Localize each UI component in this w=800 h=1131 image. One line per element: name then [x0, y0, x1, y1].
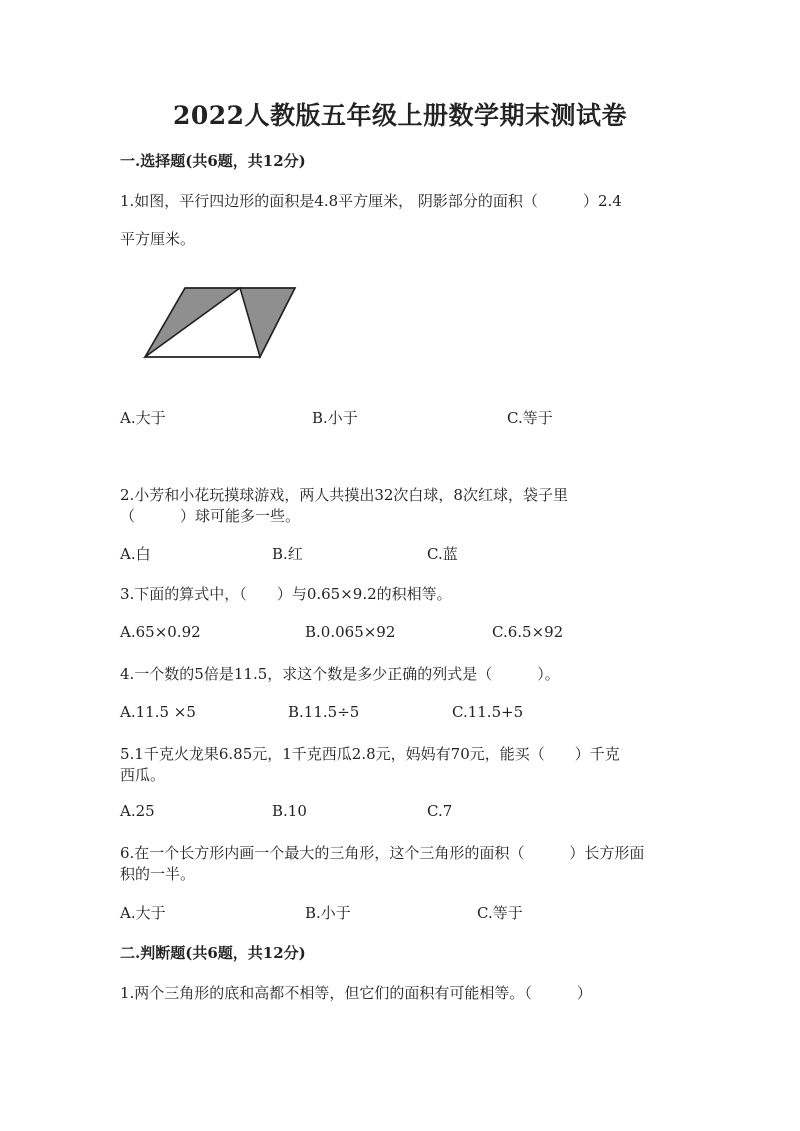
- q4-option-c[interactable]: C.11.5+5: [452, 703, 524, 721]
- question-6-text-cont: 积的一半。: [120, 865, 196, 883]
- question-1-text-cont: 平方厘米。: [120, 230, 196, 248]
- q6-option-b[interactable]: B.小于: [305, 904, 351, 922]
- section-heading-choice: 一.选择题(共6题，共12分): [120, 152, 306, 170]
- section-heading-judgement: 二.判断题(共6题，共12分): [120, 944, 306, 962]
- q5-option-c[interactable]: C.7: [427, 802, 453, 820]
- judgement-1-text: 1.两个三角形的底和高都不相等，但它们的面积有可能相等。（ ）: [120, 984, 592, 1002]
- question-3-text: 3.下面的算式中，（ ）与0.65×9.2的积相等。: [120, 585, 452, 603]
- question-5-text-cont: 西瓜。: [120, 766, 166, 784]
- question-6-text: 6.在一个长方形内画一个最大的三角形，这个三角形的面积（ ）长方形面: [120, 844, 645, 862]
- q2-option-c[interactable]: C.蓝: [427, 545, 458, 563]
- q3-option-a[interactable]: A.65×0.92: [120, 623, 201, 641]
- q1-option-b[interactable]: B.小于: [312, 409, 358, 427]
- q4-option-b[interactable]: B.11.5÷5: [288, 703, 360, 721]
- question-2-text-cont: （ ）球可能多一些。: [120, 507, 301, 525]
- q5-option-b[interactable]: B.10: [272, 802, 307, 820]
- question-1-text: 1.如图，平行四边形的面积是4.8平方厘米， 阴影部分的面积（ ）2.4: [120, 192, 622, 210]
- q6-option-a[interactable]: A.大于: [120, 904, 166, 922]
- question-2-text: 2.小芳和小花玩摸球游戏，两人共摸出32次白球，8次红球，袋子里: [120, 486, 568, 504]
- q2-option-a[interactable]: A.白: [120, 545, 151, 563]
- q3-option-b[interactable]: B.0.065×92: [305, 623, 396, 641]
- q5-option-a[interactable]: A.25: [120, 802, 155, 820]
- question-4-text: 4.一个数的5倍是11.5，求这个数是多少正确的列式是（ ）。: [120, 665, 560, 683]
- question-5-text: 5.1千克火龙果6.85元，1千克西瓜2.8元，妈妈有70元，能买（ ）千克: [120, 745, 620, 763]
- q6-option-c[interactable]: C.等于: [477, 904, 523, 922]
- q4-option-a[interactable]: A.11.5 ×5: [120, 703, 196, 721]
- q3-option-c[interactable]: C.6.5×92: [492, 623, 564, 641]
- q2-option-b[interactable]: B.红: [272, 545, 303, 563]
- q1-option-c[interactable]: C.等于: [507, 409, 553, 427]
- parallelogram-figure: [140, 280, 310, 370]
- page-title: 2022人教版五年级上册数学期末测试卷: [172, 101, 628, 130]
- q1-option-a[interactable]: A.大于: [120, 409, 166, 427]
